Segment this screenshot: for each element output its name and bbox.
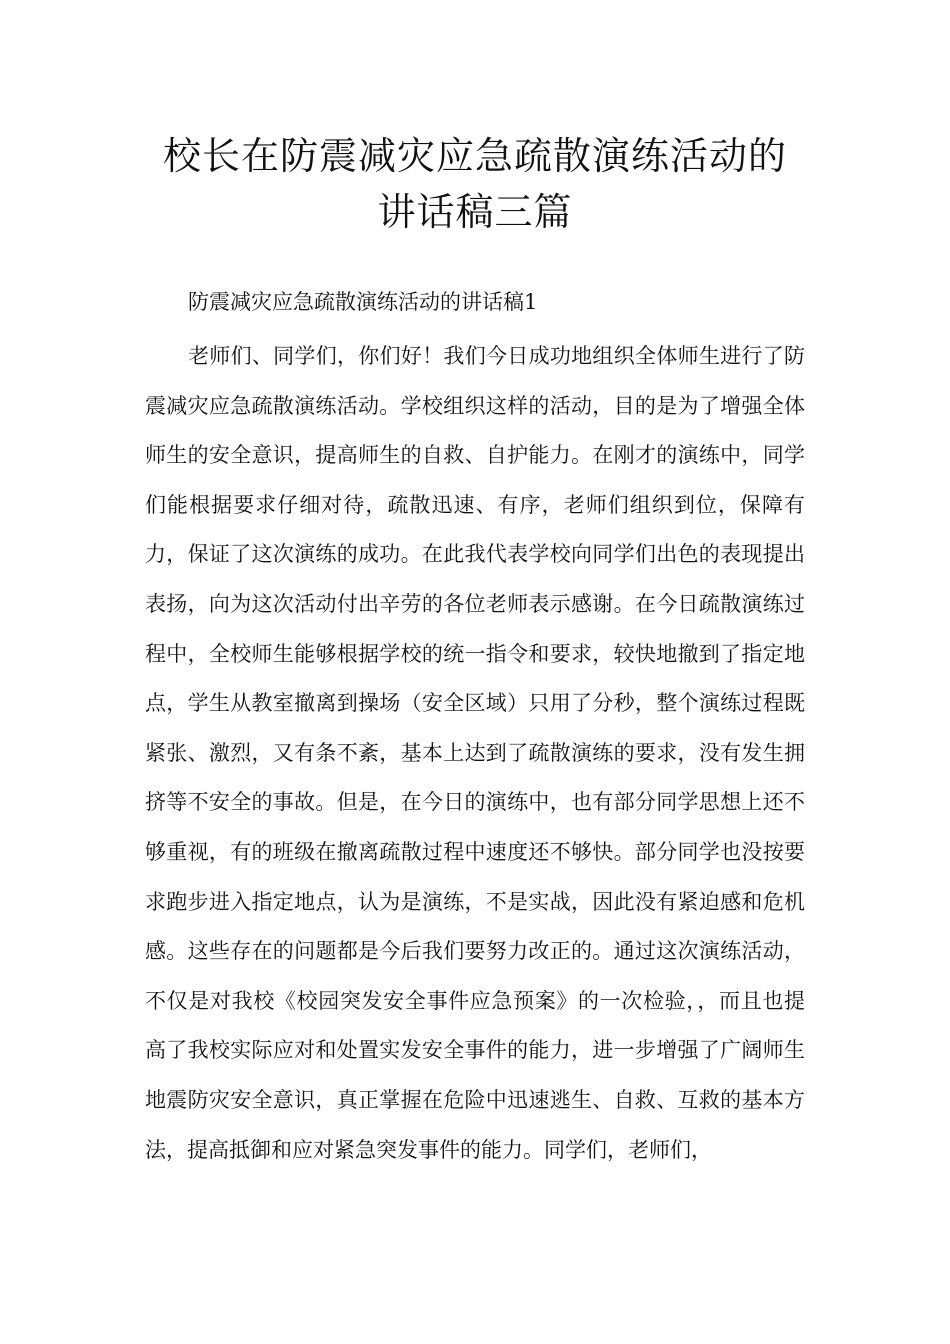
body-paragraph: 老师们、同学们，你们好！我们今日成功地组织全体师生进行了防震减灾应急疏散演练活动。学校组织这样的活动，目的是为了增强全体师生的安全意识，提高师生的自救、自护能力。在刚才的演练中，同学们能根据要求仔细对待，疏散迅速、有序，老师们组织到位，保障有力，保证了这次演练的成功。在此我代表学校向同学们出色的表现提出表扬，向为这次活动付出辛劳的各位老师表示感谢。在今日疏散演练过程中，全校师生能够根据学校的统一指令和要求，较快地撤到了指定地点，学生从教室撤离到操场（安全区域）只用了分秒，整个演练过程既紧张、激烈，又有条不紊，基本上达到了疏散演练的要求，没有发生拥挤等不安全的事故。但是，在今日的演练中，也有部分同学思想上还不够重视，有的班级在撤离疏散过程中速度还不够快。部分同学也没按要求跑步进入指定地点，认为是演练，不是实战，因此没有紧迫感和危机感。这些存在的问题都是今后我们要努力改正的。通过这次演练活动，不仅是对我校《校园突发安全事件应急预案》的一次检验，，而且也提高了我校实际应对和处置实发安全事件的能力，进一步增强了广阔师生地震防灾安全意识，真正掌握在危险中迅速逃生、自救、互救的基本方法，提高抵御和应对紧急突发事件的能力。同学们，老师们， xyxy=(145,344,805,1162)
document-title: 校长在防震减灾应急疏散演练活动的讲话稿三篇 xyxy=(162,134,787,234)
section-heading: 防震减灾应急疏散演练活动的讲话稿1 xyxy=(188,290,538,314)
